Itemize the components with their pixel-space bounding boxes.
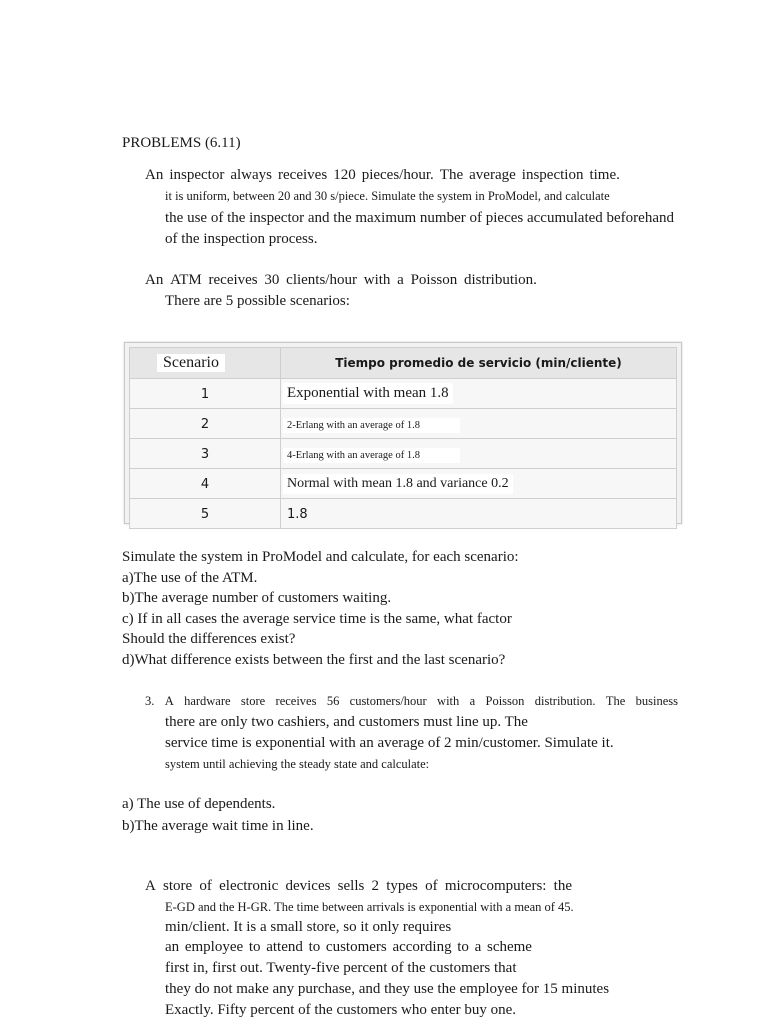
word: customers/hour xyxy=(349,694,427,708)
table-row xyxy=(130,439,677,469)
table-row xyxy=(130,379,677,409)
word: scheme xyxy=(486,939,532,955)
word: receives xyxy=(208,272,258,288)
word: of xyxy=(425,878,438,894)
scenario-table-header xyxy=(130,348,677,379)
word: hardware xyxy=(184,694,231,708)
word: distribution. xyxy=(464,272,537,288)
word: 30 xyxy=(264,272,280,288)
word: receives xyxy=(278,167,328,183)
word: devices xyxy=(285,878,331,894)
word: the xyxy=(553,878,572,894)
header-time-cell xyxy=(281,348,677,379)
problem4-line1 xyxy=(145,876,572,896)
table-row xyxy=(130,469,677,499)
word: to xyxy=(457,939,469,955)
word: receives xyxy=(275,694,317,708)
word: store xyxy=(163,878,193,894)
problem2-line2: There are 5 possible scenarios: xyxy=(165,293,350,309)
header-service-time: Tiempo promedio de servicio (min/cliente) xyxy=(335,356,622,370)
problem3-line1 xyxy=(145,691,678,711)
word: time. xyxy=(589,167,620,183)
problem2-question-c1: c) If in all cases the average service time is the same, what factor xyxy=(122,611,512,627)
problem4-line3: min/client. It is a small store, so it only requires xyxy=(165,919,452,935)
service-time-value: 4-Erlang with an average of 1.8 xyxy=(283,448,460,463)
word: inspector xyxy=(169,167,225,183)
word: store xyxy=(240,694,266,708)
problem3-question-b: b)The average wait time in line. xyxy=(122,818,314,834)
word: 56 xyxy=(326,694,340,708)
service-time-value: 1.8 xyxy=(287,506,308,522)
table-row xyxy=(130,499,677,529)
word: distribution. xyxy=(534,694,596,708)
word: A xyxy=(145,878,156,894)
problem1-line1 xyxy=(145,165,620,185)
word: of xyxy=(199,878,212,894)
service-time-value: 2-Erlang with an average of 1.8 xyxy=(283,418,460,433)
word: attend xyxy=(266,939,303,955)
problem3-line4: system until achieving the steady state and calculate: xyxy=(165,757,430,771)
problem2-question-b: b)The average number of customers waiting. xyxy=(122,590,392,606)
problem2-line1 xyxy=(145,270,537,290)
word: pieces/hour. xyxy=(361,167,434,183)
problem4-line2: E-GD and the H-GR. The time between arrivals is exponential with a mean of 45. xyxy=(165,900,574,914)
word: according xyxy=(392,939,452,955)
scenario-number: 5 xyxy=(200,506,210,522)
word: a xyxy=(469,694,476,708)
word: sells xyxy=(337,878,365,894)
word: An xyxy=(145,272,164,288)
word: to xyxy=(248,939,261,955)
scenario-number: 4 xyxy=(200,476,210,492)
problem3-line2: there are only two cashiers, and customers must line up. The xyxy=(165,714,528,730)
word: 120 xyxy=(333,167,356,183)
word: An xyxy=(145,167,164,183)
word: with xyxy=(363,272,391,288)
service-time-value: Exponential with mean 1.8 xyxy=(283,383,453,404)
scenario-number: 2 xyxy=(200,416,210,432)
word: customers xyxy=(325,939,387,955)
scenario-table xyxy=(129,347,677,529)
word: a xyxy=(397,272,404,288)
service-time-value: Normal with mean 1.8 and variance 0.2 xyxy=(283,474,513,494)
scenario-table-image xyxy=(124,342,682,524)
problem1-line2: it is uniform, between 20 and 30 s/piece. Simulate the system in ProModel, and calculate xyxy=(165,189,610,203)
problem4-line4 xyxy=(165,937,532,957)
word: Poisson xyxy=(410,272,458,288)
word: a xyxy=(474,939,482,955)
word: clients/hour xyxy=(286,272,357,288)
problem1-line3: the use of the inspector and the maximum number of pieces accumulated beforehand xyxy=(165,210,674,226)
problem2-question-c2: Should the differences exist? xyxy=(122,631,296,647)
word: 2 xyxy=(371,878,380,894)
page-heading: PROBLEMS (6.11) xyxy=(122,135,241,151)
word: always xyxy=(230,167,273,183)
word: to xyxy=(308,939,321,955)
word: employee xyxy=(184,939,244,955)
word: microcomputers: xyxy=(444,878,547,894)
problem4-line6: they do not make any purchase, and they use the employee for 15 minutes xyxy=(165,981,610,997)
problem4-line5: first in, first out. Twenty-five percent of the customers that xyxy=(165,960,517,976)
scenario-number: 3 xyxy=(200,446,210,462)
word: The xyxy=(605,694,626,708)
problem2-question-d: d)What difference exists between the first and the last scenario? xyxy=(122,652,506,668)
word: average xyxy=(469,167,516,183)
problem2-question-intro: Simulate the system in ProModel and calculate, for each scenario: xyxy=(122,549,519,565)
word: The xyxy=(439,167,464,183)
word: business xyxy=(635,694,678,708)
word: an xyxy=(165,939,180,955)
word: A xyxy=(164,694,174,708)
scenario-number: 1 xyxy=(200,386,210,402)
word: Poisson xyxy=(485,694,525,708)
word: with xyxy=(437,694,460,708)
word: inspection xyxy=(521,167,584,183)
problem3-question-a: a) The use of dependents. xyxy=(122,796,276,812)
word: 3. xyxy=(145,694,155,708)
header-scenario: Scenario xyxy=(157,354,225,372)
word: ATM xyxy=(170,272,202,288)
header-scenario-cell xyxy=(130,348,281,379)
word: types xyxy=(386,878,418,894)
word: electronic xyxy=(219,878,279,894)
problem4-line7: Exactly. Fifty percent of the customers who enter buy one. xyxy=(165,1002,517,1018)
problem3-line3: service time is exponential with an average of 2 min/customer. Simulate it. xyxy=(165,735,614,751)
problem1-line4: of the inspection process. xyxy=(165,231,318,247)
table-row xyxy=(130,409,677,439)
problem2-question-a: a)The use of the ATM. xyxy=(122,570,258,586)
